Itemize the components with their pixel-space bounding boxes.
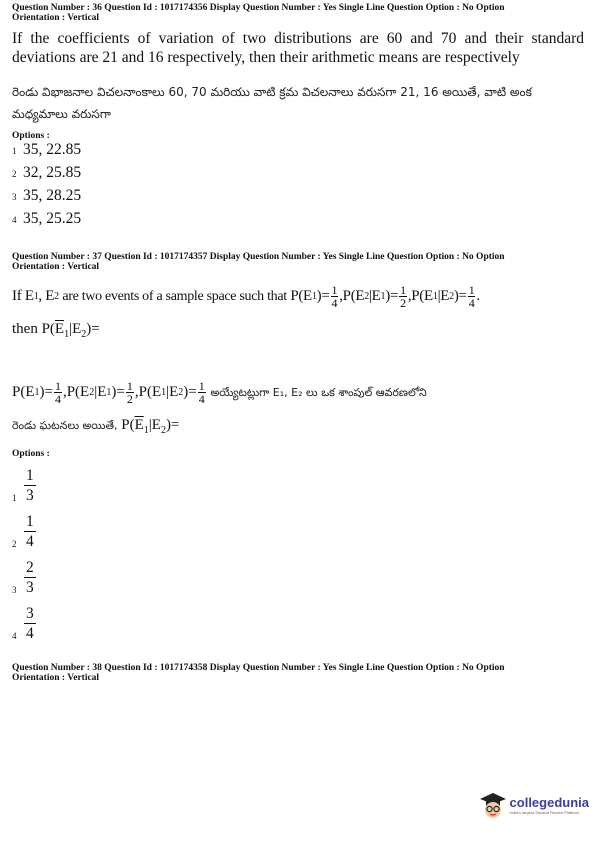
option-fraction: 2 3 (26, 559, 34, 596)
logo-tagline: India's largest Student Review Platform (509, 810, 580, 815)
question-text-telugu: రెండు విభాజనాల విచలనాంకాలు 60, 70 మరియు వాటి క్రమ విచలనాలు వరుసగా 21, 16 అయితే, వాటి అంక మధ్యమాలు వరుసగా (12, 85, 532, 121)
logo-name: collegedunia (509, 795, 589, 810)
option-1[interactable]: 1 1 3 (12, 467, 34, 504)
option-value: 32, 25.85 (23, 164, 82, 181)
options-list (12, 459, 584, 643)
collegedunia-logo[interactable] (478, 790, 589, 820)
question-text-telugu: P(E 1 )= $\frac{1}{4}$ ,P(E 2 |E 1 )= $\frac{1}{2}$ ,P(E 1 |E 2 )= $\frac{1}{4}$ అయ్యేటట్లుగా E₁, E₂ లు ఒక శాంపుల్ ఆవరణలోని (12, 379, 427, 406)
question-36 (12, 0, 584, 233)
option-4[interactable]: 4 35, 25.25 (12, 210, 82, 227)
question-text-english: If the coefficients of variation of two distributions are 60 and 70 and their standard deviations are 21 and 16 respectively, then their arithmetic means are respectively (12, 30, 584, 66)
option-3[interactable]: 3 35, 28.25 (12, 187, 82, 204)
options-label: Options : (12, 449, 50, 459)
question-text-english: If E 1 , E 2 are two events of a sample space such that P(E 1 )= $\frac{1}{4}$ ,P(E 2 |E 1 )= $\frac{1}{2}$ ,P(E 1 |E 2 )= $\frac{1}{4}$ . (12, 283, 480, 310)
option-4[interactable]: 4 3 4 (12, 605, 34, 642)
question-38 (12, 663, 584, 683)
option-fraction: 1 3 (26, 467, 34, 504)
option-value: 35, 25.25 (23, 210, 82, 227)
question-37 (12, 252, 584, 643)
question-header: Question Number : 36 Question Id : 1017174356 Display Question Number : Yes Single Line Question Option : No Option (12, 3, 505, 13)
option-value: 35, 22.85 (23, 141, 82, 158)
question-orientation: Orientation : Vertical (12, 673, 100, 683)
option-2[interactable]: 2 1 4 (12, 513, 34, 550)
question-target-telugu: రెండు ఘటనలు అయితే, $P(\overline{E}_1|E_2)=$ (12, 417, 180, 436)
options-label: Options : (12, 131, 50, 141)
question-orientation: Orientation : Vertical (12, 262, 100, 272)
option-1[interactable]: 1 35, 22.85 (12, 141, 82, 158)
question-target-english: then $P(\overline{E}_1|E_2)=$ (12, 321, 100, 340)
question-orientation: Orientation : Vertical (12, 13, 100, 23)
option-fraction: 1 4 (26, 513, 34, 550)
page (12, 0, 584, 683)
option-value: 35, 28.25 (23, 187, 82, 204)
options-list (12, 141, 584, 233)
option-3[interactable]: 3 2 3 (12, 559, 34, 596)
question-header: Question Number : 38 Question Id : 1017174358 Display Question Number : Yes Single Line Question Option : No Option (12, 663, 505, 673)
option-fraction: 3 4 (26, 605, 34, 642)
graduate-mascot-icon (478, 790, 508, 820)
question-header: Question Number : 37 Question Id : 1017174357 Display Question Number : Yes Single Line Question Option : No Option (12, 252, 505, 262)
option-2[interactable]: 2 32, 25.85 (12, 164, 82, 181)
